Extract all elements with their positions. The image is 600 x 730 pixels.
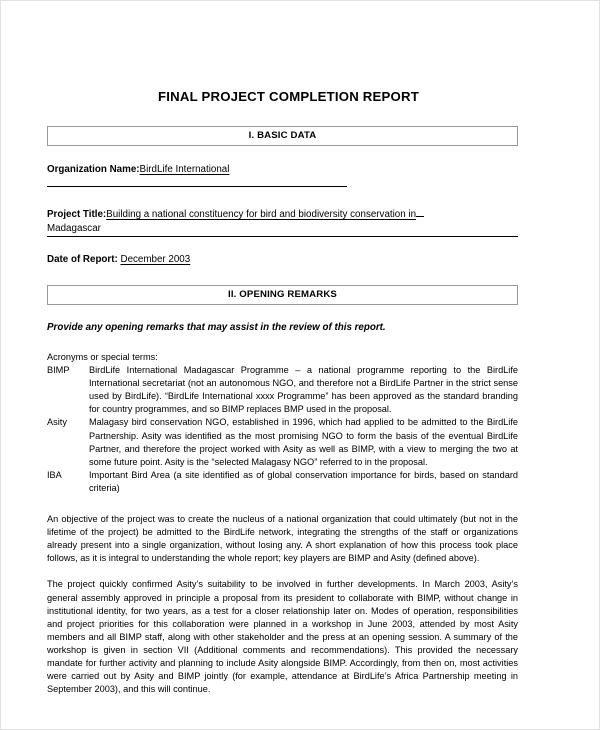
acronym-term: BIMP xyxy=(47,365,70,376)
acronym-term: IBA xyxy=(47,469,62,480)
opening-remarks-paragraph: An objective of the project was to create the nucleus of a national organization that could ultimately (but not in the lifetime of the project) be admitted to the BirdLife network, integrating the strengths of the staff or organizations already present into a single organization, without losing any. A short explanation of how this process took place follows, as it is integral to understanding the whole report; key players are BIMP and Asity (defined above). xyxy=(47,514,518,564)
acronym-definition: BirdLife International Madagascar Programme – a national programme reporting to the BirdLife International secretariat (not an autonomous NGO, and therefore not a BirdLife Partner in the strict sense used by BirdLife). “BirdLife International xxxx Programme” has been approved as the standard branding for country programmes, and so BIMP replaces BMP used in the proposal. xyxy=(89,365,518,415)
field-organization-name-value[interactable]: BirdLife International xyxy=(139,164,230,175)
field-organization-name-label: Organization Name: xyxy=(47,164,140,175)
field-project-title xyxy=(47,207,518,237)
field-project-title-rule xyxy=(416,207,424,217)
section-heading-basic-data: I. BASIC DATA xyxy=(47,126,518,146)
opening-remarks-prompt: Provide any opening remarks that may assist in the review of this report. xyxy=(47,322,386,333)
acronym-definition: Important Bird Area (a site identified as of global conservation importance for birds, based on standard criteria) xyxy=(89,469,518,493)
list-item xyxy=(47,416,518,468)
page-title: FINAL PROJECT COMPLETION REPORT xyxy=(158,89,419,104)
document-body xyxy=(47,1,518,696)
field-date-of-report-label: Date of Report: xyxy=(47,254,118,265)
acronym-term: Asity xyxy=(47,417,67,428)
field-date-of-report xyxy=(47,253,518,267)
field-project-title-value-line2[interactable]: Madagascar xyxy=(47,223,101,234)
section-heading-opening-remarks: II. OPENING REMARKS xyxy=(47,285,518,305)
field-project-title-line2-wrap xyxy=(47,222,518,237)
field-project-title-label: Project Title: xyxy=(47,209,107,220)
field-project-title-value-line1[interactable]: Building a national constituency for bird and biodiversity conservation in xyxy=(106,209,417,220)
acronyms-intro: Acronyms or special terms: xyxy=(47,352,158,362)
field-date-of-report-value[interactable]: December 2003 xyxy=(120,254,191,265)
field-organization-name xyxy=(47,163,518,192)
acronym-definition: Malagasy bird conservation NGO, established in 1996, which had applied to be admitted to the BirdLife Partnership. Asity was identified as the most promising NGO to form the basis of the eventual BirdLife Partner, and therefore the project worked with Asity as well as BIMP, with a view to merging the two at some future point. Asity is the “selected Malagasy NGO” referred to in the proposal. xyxy=(89,417,518,467)
opening-remarks-paragraph: The project quickly confirmed Asity’s suitability to be involved in further developments. In March 2003, Asity’s general assembly approved in principle a proposal from its president to collaborate with BIMP, without change in institutional identity, for two years, as a test for a closer relationship later on. Modes of operation, responsibilities and project priorities for this collaboration were planned in a workshop in June 2003, attended by most Asity members and all BIMP staff, along with other stakeholder and the press at an opening session. A summary of the workshop is given in section VII (Additional comments and recommendations). This provided the necessary mandate for further activity and planning to include Asity alongside BIMP. Accordingly, from then on, most activities were carried out by Asity and BIMP jointly (for example, attendance at BirdLife’s Africa Partnership meeting in September 2003), and this will continue. xyxy=(47,579,518,695)
field-organization-name-rule xyxy=(47,177,347,187)
list-item xyxy=(47,469,518,495)
list-item xyxy=(47,364,518,416)
acronym-list xyxy=(47,364,518,495)
